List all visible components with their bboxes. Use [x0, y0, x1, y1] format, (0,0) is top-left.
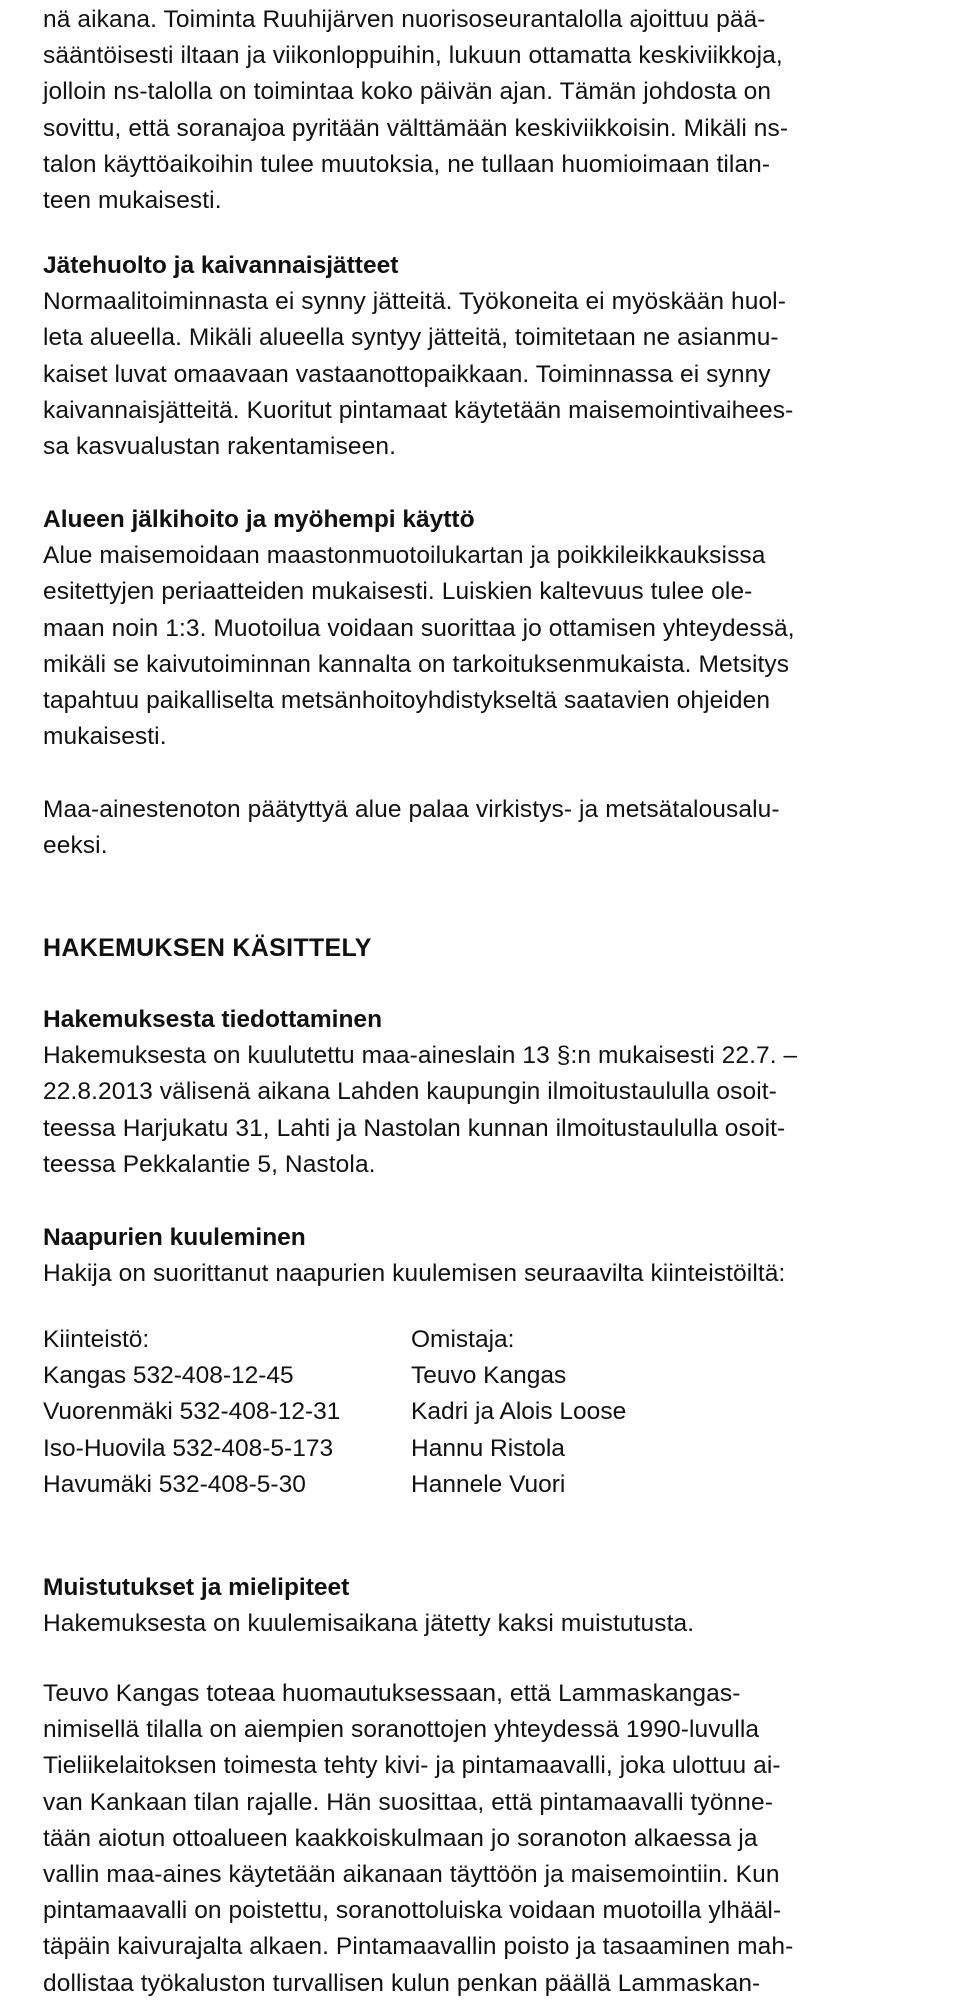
section-heading: Naapurien kuuleminen [43, 1224, 306, 1251]
text-line: nimisellä tilalla on aiempien soranottojen yhteydessä 1990-luvulla [43, 1716, 760, 1744]
text-line: Maa-ainestenoton päätyttyä alue palaa virkistys- ja metsätalousalu- [43, 796, 780, 823]
intro-paragraph [43, 2, 943, 219]
text-line: Normaalitoiminnasta ei synny jätteitä. Työkoneita ei myöskään huol- [43, 288, 786, 316]
neighbours-section [43, 1220, 943, 1292]
text-line: Hakemuksesta on kuulutettu maa-aineslain 13 §:n mukaisesti 22.7. – [43, 1042, 798, 1070]
after-use-paragraph [43, 792, 943, 864]
main-section [43, 930, 943, 966]
text-line: van Kankaan tilan rajalle. Hän suosittaa, että pintamaavalli työnne- [43, 1788, 773, 1816]
waste-section [43, 248, 943, 465]
text-line: pintamaavalli on poistettu, soranottoluiska voidaan muotoilla ylhääl- [43, 1897, 782, 1925]
text-line: esitettyjen periaatteiden mukaisesti. Luiskien kaltevuus tulee ole- [43, 578, 753, 606]
section-heading: Alueen jälkihoito ja myöhempi käyttö [43, 506, 475, 533]
table-row [43, 1394, 943, 1430]
text-line: dollistaa työkaluston turvallisen kulun penkan päällä Lammaskan- [43, 1969, 761, 1997]
text-line: kaiset luvat omaavaan vastaanottopaikkaan. Toiminnassa ei synny [43, 360, 771, 388]
text-line: sääntöisesti iltaan ja viikonloppuihin, lukuun ottamatta keskiviikkoja, [43, 42, 783, 70]
text-line: jolloin ns-talolla on toimintaa koko päivän ajan. Tämän johdosta on [43, 78, 772, 106]
text-line: tapahtuu paikalliselta metsänhoitoyhdistykseltä saatavien ohjeiden [43, 686, 771, 714]
text-line: tään aiotun ottoalueen kaakkoiskulmaan jo soranoton alkaessa ja [43, 1824, 758, 1852]
property-cell: Kangas 532-408-12-45 [43, 1362, 294, 1390]
text-line: 22.8.2013 välisenä aikana Lahden kaupungin ilmoitustaululla osoit- [43, 1078, 777, 1106]
remarks-section [43, 1570, 943, 1642]
table-row [43, 1431, 943, 1467]
section-heading: Hakemuksesta tiedottaminen [43, 1006, 383, 1033]
text-line: teen mukaisesti. [43, 186, 222, 214]
text-line: mikäli se kaivutoiminnan kannalta on tarkoituksenmukaista. Metsitys [43, 650, 790, 678]
aftercare-section [43, 502, 943, 755]
main-section-heading: HAKEMUKSEN KÄSITTELY [43, 934, 372, 962]
text-line: eeksi. [43, 832, 108, 860]
notice-section [43, 1002, 943, 1183]
text-line: sa kasvualustan rakentamiseen. [43, 432, 396, 460]
property-cell: Havumäki 532-408-5-30 [43, 1470, 306, 1498]
text-line: teessa Harjukatu 31, Lahti ja Nastolan kunnan ilmoitustaululla osoit- [43, 1114, 786, 1142]
table-header-row [43, 1322, 943, 1358]
owner-column-header: Omistaja: [411, 1326, 515, 1353]
owner-cell: Teuvo Kangas [411, 1362, 567, 1390]
property-cell: Vuorenmäki 532-408-12-31 [43, 1398, 341, 1426]
text-line: Alue maisemoidaan maastonmuotoilukartan ja poikkileikkauksissa [43, 542, 766, 570]
section-heading: Jätehuolto ja kaivannaisjätteet [43, 252, 399, 279]
text-line: Hakemuksesta on kuulemisaikana jätetty kaksi muistutusta. [43, 1610, 695, 1638]
text-line: nä aikana. Toiminta Ruuhijärven nuorisoseurantalolla ajoittuu pää- [43, 6, 766, 33]
property-cell: Iso-Huovila 532-408-5-173 [43, 1434, 334, 1462]
text-line: Hakija on suorittanut naapurien kuulemisen seuraavilta kiinteistöiltä: [43, 1260, 786, 1288]
text-line: teessa Pekkalantie 5, Nastola. [43, 1150, 376, 1178]
text-line: maan noin 1:3. Muotoilua voidaan suorittaa jo ottamisen yhteydessä, [43, 614, 795, 642]
section-heading: Muistutukset ja mielipiteet [43, 1574, 350, 1601]
text-line: Tieliikelaitoksen toimesta tehty kivi- ja pintamaavalli, joka ulottuu ai- [43, 1752, 781, 1780]
text-line: Teuvo Kangas toteaa huomautuksessaan, että Lammaskangas- [43, 1680, 741, 1707]
text-line: kaivannaisjätteitä. Kuoritut pintamaat käytetään maisemointivaihees- [43, 396, 794, 424]
text-line: leta alueella. Mikäli alueella syntyy jätteitä, toimitetaan ne asianmu- [43, 324, 779, 352]
kangas-paragraph [43, 1676, 943, 2002]
owner-cell: Kadri ja Alois Loose [411, 1398, 627, 1426]
text-line: sovittu, että soranajoa pyritään välttämään keskiviikkoisin. Mikäli ns- [43, 114, 789, 142]
text-line: mukaisesti. [43, 723, 167, 751]
owner-cell: Hannu Ristola [411, 1434, 565, 1462]
table-row [43, 1358, 943, 1394]
text-line: vallin maa-aines käytetään aikanaan täyttöön ja maisemointiin. Kun [43, 1860, 780, 1888]
property-column-header: Kiinteistö: [43, 1326, 150, 1353]
table-row [43, 1467, 943, 1503]
text-line: talon käyttöaikoihin tulee muutoksia, ne tullaan huomioimaan tilan- [43, 150, 771, 178]
property-owner-table [43, 1322, 943, 1503]
owner-cell: Hannele Vuori [411, 1470, 566, 1498]
text-line: täpäin kaivurajalta alkaen. Pintamaavallin poisto ja tasaaminen mah- [43, 1933, 794, 1961]
